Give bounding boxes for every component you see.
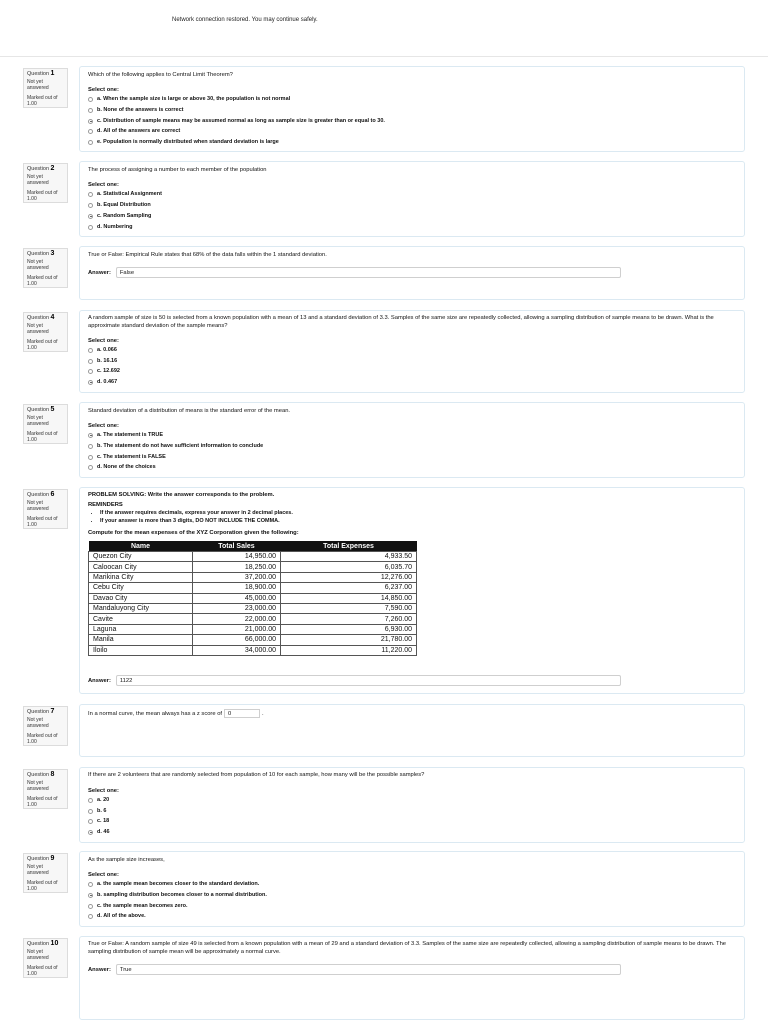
answer-label: Answer: (88, 269, 111, 276)
question-card-2 (79, 161, 745, 237)
question-text: If there are 2 volunteers that are randomly selected from population of 10 for each sample, how many will be the possible samples? (88, 772, 425, 778)
row-name-cell: Iloilo (89, 645, 193, 655)
radio-button[interactable] (88, 225, 93, 230)
answer-row (88, 964, 621, 975)
question-state: Not yet answered (27, 79, 49, 91)
table-row (89, 614, 417, 624)
option-b[interactable]: b. None of the answers is correct (88, 107, 184, 113)
table-row (89, 552, 417, 562)
question-mark: Marked out of 1.00 (27, 339, 58, 351)
radio-button-selected[interactable] (88, 380, 93, 385)
question-info-6 (23, 489, 68, 529)
answer-row (88, 675, 621, 686)
question-label: Question (27, 251, 50, 257)
question-info-10 (23, 938, 68, 978)
select-one-label: Select one: (88, 872, 119, 878)
option-d[interactable]: d. Numbering (88, 224, 132, 230)
question-label: Question (27, 71, 50, 77)
total-sales-cell: 66,000.00 (193, 635, 281, 645)
radio-button[interactable] (88, 819, 93, 824)
radio-button[interactable] (88, 369, 93, 374)
select-one-label: Select one: (88, 423, 119, 429)
option-a[interactable]: a. 20 (88, 797, 109, 803)
question-text: The process of assigning a number to each member of the population (88, 167, 267, 173)
option-d[interactable]: d. All of the answers are correct (88, 128, 180, 134)
question-card-4 (79, 310, 745, 393)
question-card-7 (79, 704, 745, 757)
question-text: PROBLEM SOLVING: Write the answer corresponds to the problem. (88, 492, 275, 498)
table-row (89, 583, 417, 593)
question-mark: Marked out of 1.00 (27, 95, 58, 107)
select-one-label: Select one: (88, 87, 119, 93)
question-mark: Marked out of 1.00 (27, 796, 58, 808)
answer-label: Answer: (88, 677, 111, 684)
total-expenses-cell: 21,780.00 (281, 635, 417, 645)
question-info-1 (23, 68, 68, 108)
table-row (89, 572, 417, 582)
question-info-4 (23, 312, 68, 352)
radio-button[interactable] (88, 359, 93, 364)
option-a[interactable]: a. The statement is TRUE (88, 432, 163, 438)
question-state: Not yet answered (27, 500, 49, 512)
row-name-cell: Laguna (89, 624, 193, 634)
radio-button[interactable] (88, 809, 93, 814)
row-name-cell: Manila (89, 635, 193, 645)
option-a[interactable]: a. When the sample size is large or above 30, the population is not normal (88, 96, 290, 102)
row-name-cell: Caloocan City (89, 562, 193, 572)
radio-button[interactable] (88, 904, 93, 909)
answer-input[interactable]: True (116, 964, 621, 975)
question-card-5 (79, 402, 745, 478)
radio-button[interactable] (88, 444, 93, 449)
option-c[interactable]: c. The statement is FALSE (88, 454, 166, 460)
question-card-3 (79, 246, 745, 300)
question-state: Not yet answered (27, 174, 49, 186)
question-card-6 (79, 487, 745, 694)
question-number: 10 (50, 940, 59, 947)
option-c[interactable]: c. Distribution of sample means may be assumed normal as long as sample size is greater than or equal to 30. (88, 118, 385, 124)
table-row (89, 635, 417, 645)
question-state: Not yet answered (27, 259, 49, 271)
question-mark: Marked out of 1.00 (27, 965, 58, 977)
radio-button-selected[interactable] (88, 433, 93, 438)
total-sales-cell: 21,000.00 (193, 624, 281, 634)
total-expenses-cell: 12,276.00 (281, 572, 417, 582)
total-expenses-cell: 11,220.00 (281, 645, 417, 655)
total-sales-cell: 18,900.00 (193, 583, 281, 593)
question-info-8 (23, 769, 68, 809)
row-name-cell: Marikina City (89, 572, 193, 582)
option-c[interactable]: c. 12.692 (88, 368, 120, 374)
total-sales-cell: 23,000.00 (193, 603, 281, 613)
radio-button[interactable] (88, 914, 93, 919)
option-a[interactable]: a. the sample mean becomes closer to the standard deviation. (88, 881, 259, 887)
select-one-label: Select one: (88, 788, 119, 794)
question-text-after: . (262, 711, 264, 718)
question-label: Question (27, 492, 50, 498)
question-number: 2 (50, 165, 55, 172)
option-a[interactable]: a. 0.066 (88, 347, 117, 353)
radio-button-selected[interactable] (88, 830, 93, 835)
answer-input[interactable]: 0 (224, 709, 260, 718)
radio-button[interactable] (88, 465, 93, 470)
question-number: 1 (50, 70, 55, 77)
question-mark: Marked out of 1.00 (27, 431, 58, 443)
question-number: 9 (50, 855, 55, 862)
question-number: 3 (50, 250, 55, 257)
option-b[interactable]: b. 6 (88, 808, 106, 814)
table-row (89, 593, 417, 603)
option-c[interactable]: c. the sample mean becomes zero. (88, 903, 187, 909)
radio-button-selected[interactable] (88, 119, 93, 124)
question-text: True or False: Empirical Rule states that 68% of the data falls within the 1 standard deviation. (88, 252, 327, 258)
question-label: Question (27, 407, 50, 413)
select-one-label: Select one: (88, 338, 119, 344)
total-expenses-cell: 6,930.00 (281, 624, 417, 634)
option-d[interactable]: d. 46 (88, 829, 110, 835)
question-info-7 (23, 706, 68, 746)
select-one-label: Select one: (88, 182, 119, 188)
option-e[interactable]: e. Population is normally distributed when standard deviation is large (88, 139, 279, 145)
total-expenses-cell: 4,933.50 (281, 552, 417, 562)
option-d[interactable]: d. All of the above. (88, 913, 146, 919)
total-expenses-cell: 14,850.00 (281, 593, 417, 603)
radio-button[interactable] (88, 129, 93, 134)
network-notice: Network connection restored. You may continue safely. (172, 17, 318, 23)
question-info-5 (23, 404, 68, 444)
table-header-row (89, 541, 417, 552)
option-b[interactable]: b. The statement do not have sufficient information to conclude (88, 443, 263, 449)
row-name-cell: Mandaluyong City (89, 603, 193, 613)
total-sales-cell: 45,000.00 (193, 593, 281, 603)
option-c[interactable]: c. Random Sampling (88, 213, 151, 219)
total-expenses-cell: 7,590.00 (281, 603, 417, 613)
option-b[interactable]: b. sampling distribution becomes closer to a normal distribution. (88, 892, 267, 898)
radio-button[interactable] (88, 140, 93, 145)
answer-input[interactable]: 1122 (116, 675, 621, 686)
question-info-9 (23, 853, 68, 893)
question-mark: Marked out of 1.00 (27, 190, 58, 202)
table-body (89, 552, 417, 656)
question-state: Not yet answered (27, 323, 49, 335)
question-state: Not yet answered (27, 415, 49, 427)
question-text: A random sample of size is 50 is selected from a known population with a mean of 13 and a standard deviation of 3.3. Samples of the same size are repeatedly collected, allowing a sampling distribution of sample means to be drawn. What is the approximate standard deviation of the sample means? (88, 315, 714, 329)
question-label: Question (27, 772, 50, 778)
table-row (89, 624, 417, 634)
question-card-1 (79, 66, 745, 152)
column-header: Total Expenses (281, 541, 417, 552)
question-text: Which of the following applies to Central Limit Theorem? (88, 72, 233, 78)
question-number: 7 (50, 708, 55, 715)
option-c[interactable]: c. 18 (88, 818, 109, 824)
answer-row (88, 267, 621, 278)
question-number: 8 (50, 771, 55, 778)
question-mark: Marked out of 1.00 (27, 275, 58, 287)
row-name-cell: Davao City (89, 593, 193, 603)
radio-button[interactable] (88, 882, 93, 887)
total-sales-cell: 18,250.00 (193, 562, 281, 572)
total-sales-cell: 37,200.00 (193, 572, 281, 582)
option-d[interactable]: d. 0.467 (88, 379, 117, 385)
question-info-2 (23, 163, 68, 203)
reminder-item: • If your answer is more than 3 digits, DO NOT INCLUDE THE COMMA. (100, 518, 293, 526)
radio-button-selected[interactable] (88, 214, 93, 219)
question-mark: Marked out of 1.00 (27, 733, 58, 745)
total-expenses-cell: 6,035.70 (281, 562, 417, 572)
question-label: Question (27, 709, 50, 715)
table-row (89, 603, 417, 613)
table-row (89, 645, 417, 655)
question-mark: Marked out of 1.00 (27, 880, 58, 892)
radio-button[interactable] (88, 192, 93, 197)
question-label: Question (27, 166, 50, 172)
radio-button[interactable] (88, 348, 93, 353)
question-label: Question (27, 315, 50, 321)
reminders-heading: REMINDERS (88, 502, 123, 508)
total-sales-cell: 14,950.00 (193, 552, 281, 562)
option-b[interactable]: b. Equal Distribution (88, 202, 151, 208)
question-card-8 (79, 767, 745, 843)
question-label: Question (27, 941, 50, 947)
reminder-item: • If the answer requires decimals, express your answer in 2 decimal places. (100, 510, 293, 518)
answer-input[interactable]: False (116, 267, 621, 278)
radio-button[interactable] (88, 455, 93, 460)
answer-label: Answer: (88, 966, 111, 973)
question-text: As the sample size increases, (88, 857, 165, 863)
option-b[interactable]: b. 16.16 (88, 358, 117, 364)
question-prompt: Compute for the mean expenses of the XYZ Corporation given the following: (88, 530, 299, 536)
question-text: Standard deviation of a distribution of means is the standard error of the mean. (88, 408, 291, 414)
table-row (89, 562, 417, 572)
total-expenses-cell: 7,260.00 (281, 614, 417, 624)
expenses-table (88, 541, 417, 656)
total-sales-cell: 22,000.00 (193, 614, 281, 624)
column-header: Name (89, 541, 193, 552)
column-header: Total Sales (193, 541, 281, 552)
question-text-before: In a normal curve, the mean always has a z score of (88, 711, 223, 718)
row-name-cell: Cavite (89, 614, 193, 624)
question-label: Question (27, 856, 50, 862)
radio-button[interactable] (88, 798, 93, 803)
question-state: Not yet answered (27, 864, 49, 876)
radio-button-selected[interactable] (88, 893, 93, 898)
row-name-cell: Cebu City (89, 583, 193, 593)
option-a[interactable]: a. Statistical Assignment (88, 191, 162, 197)
question-text: True or False: A random sample of size 49 is selected from a known population with a mean of 29 and a standard deviation of 3.3. Samples of the same size are repeatedly collected, allowing a sampling distribution of sample means to be drawn. The sampling distribution of sample mean will be approximately a normal curve. (88, 941, 727, 955)
question-text (88, 709, 734, 719)
question-card-9 (79, 851, 745, 927)
reminders-list (92, 510, 293, 525)
question-number: 4 (50, 314, 55, 321)
question-state: Not yet answered (27, 780, 49, 792)
row-name-cell: Quezon City (89, 552, 193, 562)
option-d[interactable]: d. None of the choices (88, 464, 156, 470)
total-expenses-cell: 6,237.00 (281, 583, 417, 593)
radio-button[interactable] (88, 203, 93, 208)
radio-button[interactable] (88, 97, 93, 102)
divider (0, 56, 768, 57)
question-mark: Marked out of 1.00 (27, 516, 58, 528)
radio-button[interactable] (88, 108, 93, 113)
question-number: 6 (50, 491, 55, 498)
question-state: Not yet answered (27, 717, 49, 729)
question-state: Not yet answered (27, 949, 49, 961)
question-info-3 (23, 248, 68, 288)
question-card-10 (79, 936, 745, 1020)
total-sales-cell: 34,000.00 (193, 645, 281, 655)
question-number: 5 (50, 406, 55, 413)
